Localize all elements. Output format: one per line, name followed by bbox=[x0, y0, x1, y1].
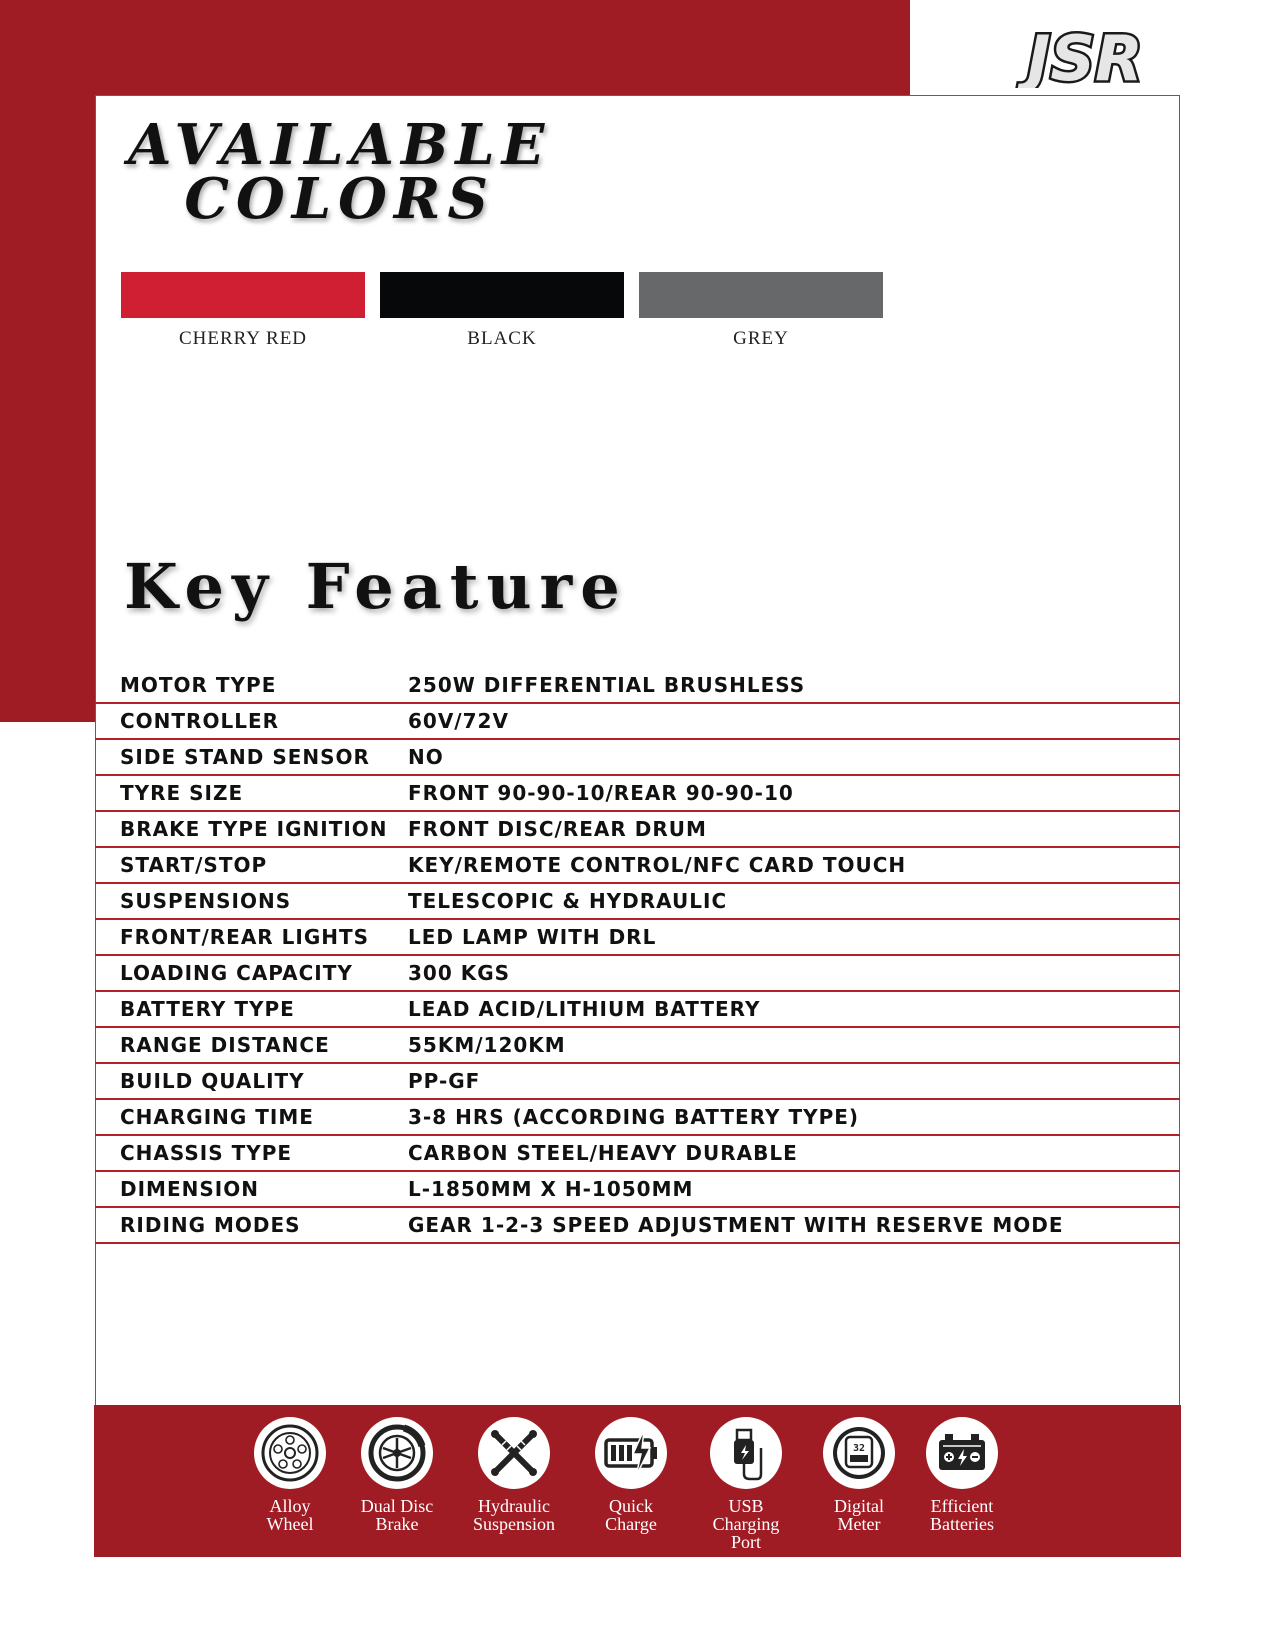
swatch-black bbox=[380, 272, 624, 318]
spec-row bbox=[95, 740, 1180, 776]
spec-value: 300 KGS bbox=[408, 961, 511, 985]
spec-value: PP-GF bbox=[408, 1069, 481, 1093]
key-feature-title: Key Feature bbox=[124, 550, 628, 623]
icon-circle bbox=[254, 1417, 326, 1489]
spec-key: SUSPENSIONS bbox=[120, 889, 292, 913]
swatch-grey bbox=[639, 272, 883, 318]
spec-value: LED LAMP WITH DRL bbox=[408, 925, 657, 949]
feature-label: Dual Disc Brake bbox=[360, 1496, 434, 1534]
spec-key: MOTOR TYPE bbox=[120, 673, 277, 697]
spec-value: L-1850MM X H-1050MM bbox=[408, 1177, 694, 1201]
feature-icons-band bbox=[94, 1405, 1181, 1557]
spec-table bbox=[95, 668, 1180, 1244]
spec-key: BATTERY TYPE bbox=[120, 997, 295, 1021]
spec-row bbox=[95, 1172, 1180, 1208]
spec-value: LEAD ACID/LITHIUM BATTERY bbox=[408, 997, 761, 1021]
disc-brake-icon bbox=[366, 1422, 428, 1484]
feature-label: Digital Meter bbox=[834, 1496, 884, 1534]
spec-value: 250W DIFFERENTIAL BRUSHLESS bbox=[408, 673, 806, 697]
spec-value: 3-8 HRS (ACCORDING BATTERY TYPE) bbox=[408, 1105, 860, 1129]
spec-row bbox=[95, 992, 1180, 1028]
spec-row bbox=[95, 1136, 1180, 1172]
feature-hydraulic-suspension bbox=[454, 1417, 574, 1533]
spec-row bbox=[95, 704, 1180, 740]
icon-circle bbox=[478, 1417, 550, 1489]
spec-key: CHASSIS TYPE bbox=[120, 1141, 293, 1165]
spec-value: CARBON STEEL/HEAVY DURABLE bbox=[408, 1141, 798, 1165]
spec-key: RANGE DISTANCE bbox=[120, 1033, 330, 1057]
svg-text:32: 32 bbox=[852, 1443, 866, 1454]
spec-key: CONTROLLER bbox=[120, 709, 280, 733]
spec-value: FRONT 90-90-10/REAR 90-90-10 bbox=[408, 781, 794, 805]
feature-dual-disc-brake bbox=[337, 1417, 457, 1533]
swatch-cherry-red bbox=[121, 272, 365, 318]
digital-meter-icon bbox=[828, 1422, 890, 1484]
feature-alloy-wheel bbox=[230, 1417, 350, 1533]
icon-circle bbox=[595, 1417, 667, 1489]
usb-port-icon bbox=[715, 1422, 777, 1484]
feature-label: Hydraulic Suspension bbox=[472, 1496, 555, 1534]
available-colors-title bbox=[128, 112, 552, 232]
spec-row bbox=[95, 1064, 1180, 1100]
jsr-logo bbox=[985, 28, 1180, 88]
spec-key: BUILD QUALITY bbox=[120, 1069, 305, 1093]
swatch-label-black: BLACK bbox=[467, 328, 537, 349]
spec-row bbox=[95, 956, 1180, 992]
spec-key: BRAKE TYPE IGNITION bbox=[120, 817, 388, 841]
spec-value: NO bbox=[408, 745, 444, 769]
spec-row bbox=[95, 1100, 1180, 1136]
quick-charge-icon bbox=[600, 1422, 662, 1484]
spec-value: FRONT DISC/REAR DRUM bbox=[408, 817, 707, 841]
spec-row bbox=[95, 812, 1180, 848]
feature-efficient-batteries bbox=[902, 1417, 1022, 1533]
spec-row bbox=[95, 848, 1180, 884]
spec-key: FRONT/REAR LIGHTS bbox=[120, 925, 370, 949]
icon-circle bbox=[823, 1417, 895, 1489]
suspension-icon bbox=[483, 1422, 545, 1484]
spec-value: KEY/REMOTE CONTROL/NFC CARD TOUCH bbox=[408, 853, 907, 877]
spec-row bbox=[95, 1208, 1180, 1244]
spec-key: TYRE SIZE bbox=[120, 781, 244, 805]
spec-row bbox=[95, 776, 1180, 812]
spec-key: START/STOP bbox=[120, 853, 268, 877]
spec-value: 60V/72V bbox=[408, 709, 509, 733]
feature-quick-charge bbox=[571, 1417, 691, 1533]
feature-label: Alloy Wheel bbox=[266, 1496, 314, 1534]
feature-digital-meter bbox=[799, 1417, 919, 1533]
spec-row bbox=[95, 668, 1180, 704]
icon-circle bbox=[926, 1417, 998, 1489]
spec-value: TELESCOPIC & HYDRAULIC bbox=[408, 889, 728, 913]
feature-usb-charging-port bbox=[686, 1417, 806, 1551]
colors-title-line1: AVAILABLE bbox=[128, 112, 552, 178]
spec-key: RIDING MODES bbox=[120, 1213, 301, 1237]
feature-label: USB Charging Port bbox=[712, 1496, 780, 1552]
swatch-label-grey: GREY bbox=[733, 328, 789, 349]
alloy-wheel-icon bbox=[259, 1422, 321, 1484]
spec-key: LOADING CAPACITY bbox=[120, 961, 353, 985]
spec-row bbox=[95, 884, 1180, 920]
spec-key: SIDE STAND SENSOR bbox=[120, 745, 370, 769]
colors-title-line2: COLORS bbox=[184, 166, 495, 232]
spec-row bbox=[95, 920, 1180, 956]
battery-icon bbox=[931, 1422, 993, 1484]
spec-value: GEAR 1-2-3 SPEED ADJUSTMENT WITH RESERVE MODE bbox=[408, 1213, 1064, 1237]
spec-row bbox=[95, 1028, 1180, 1064]
feature-label: Quick Charge bbox=[605, 1496, 657, 1534]
feature-label: Efficient Batteries bbox=[930, 1496, 994, 1534]
icon-circle bbox=[361, 1417, 433, 1489]
spec-key: CHARGING TIME bbox=[120, 1105, 314, 1129]
spec-key: DIMENSION bbox=[120, 1177, 259, 1201]
icon-circle bbox=[710, 1417, 782, 1489]
spec-value: 55KM/120KM bbox=[408, 1033, 566, 1057]
swatch-label-cherry-red: CHERRY RED bbox=[178, 328, 308, 349]
logo-text: JSR bbox=[1027, 28, 1143, 88]
